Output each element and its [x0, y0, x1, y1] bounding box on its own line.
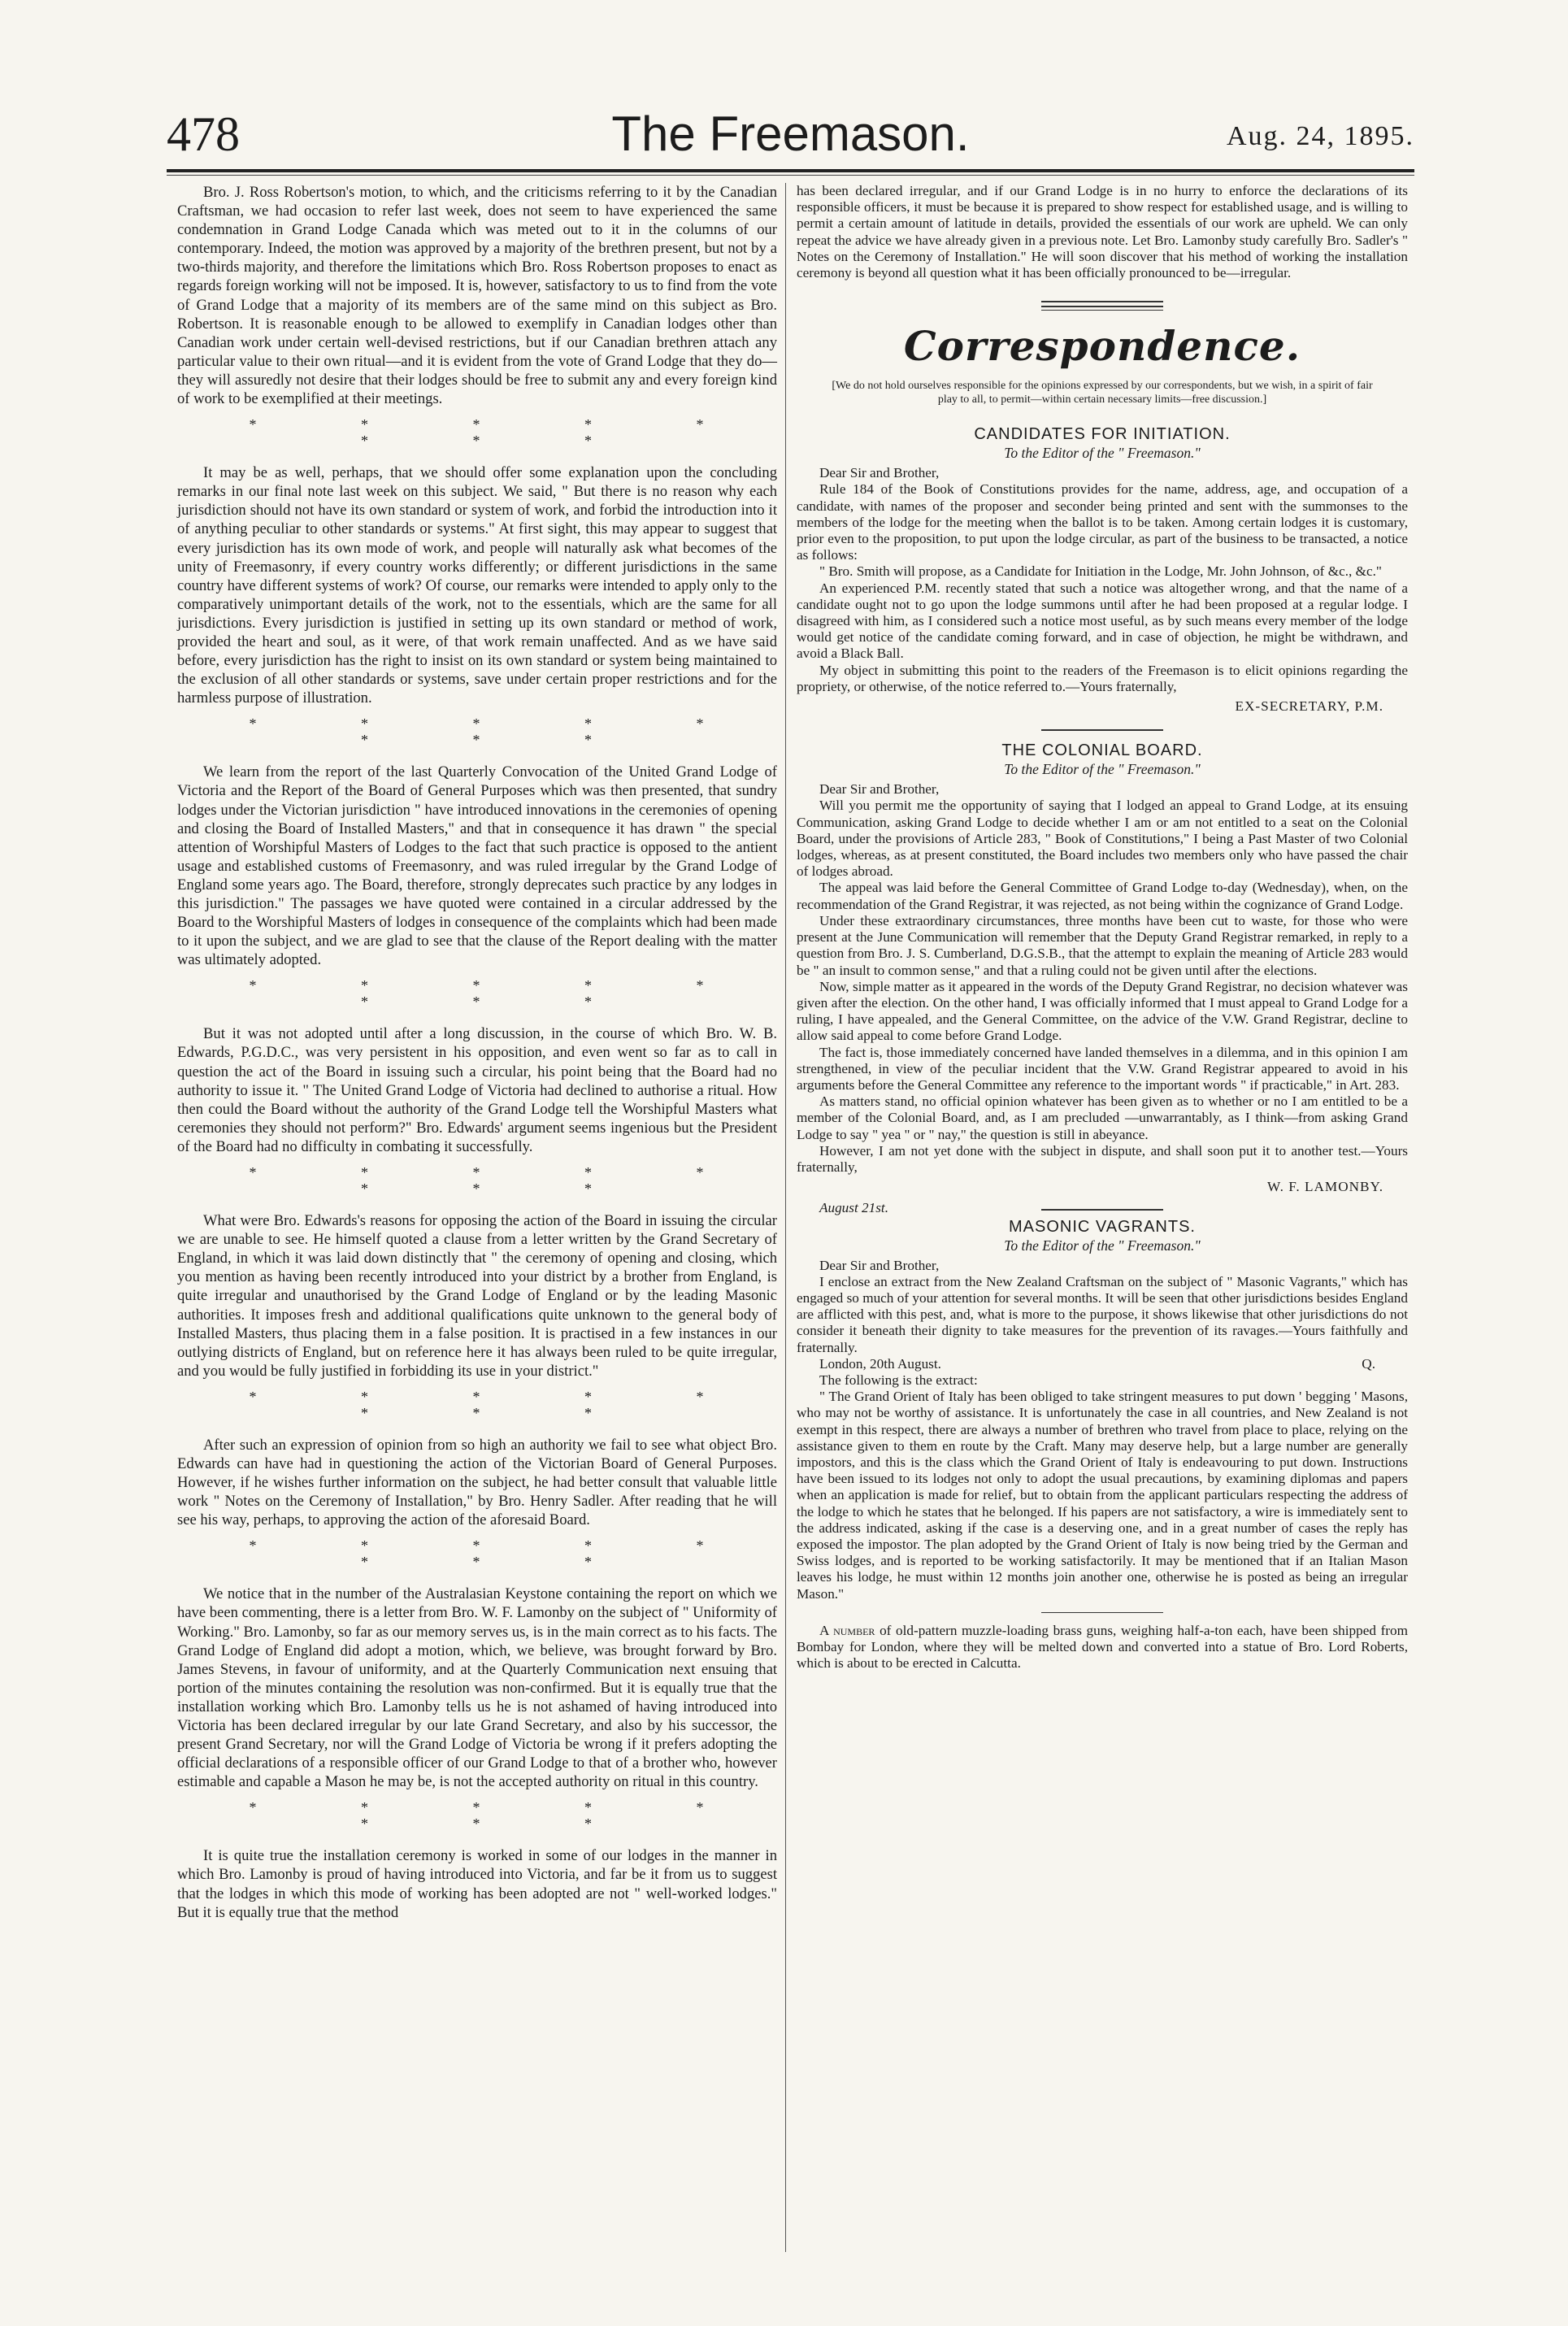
editorial-paragraph: We learn from the report of the last Quarterly Convocation of the United Grand Lodge of Victoria and the Report of the Board of General Purposes which was then presented, that sundry lodges under the Victorian jurisdiction " have introduced innovations in the ceremonies of opening and closing the Board of Installed Masters," and that in consequence it has drawn " the special attention of Worshipful Masters of Lodges to the fact that such practice is opposed to the antient usage and established customs of Freemasonry, and was ruled irregular by the Grand Lodge of England some years ago. The Board, therefore, strongly deprecates such practice by any lodges in this jurisdiction." The passages we have quoted were contained in a circular addressed by the Board to the Worshipful Masters of lodges in consequence of the complaints which had been made to it upon the subject, and we are glad to see that the clause of the Report dealing with the matter was ultimately adopted.: [177, 763, 777, 969]
letter-paragraph: Now, simple matter as it appeared in the words of the Deputy Grand Registrar, no decision whatever was given after the election. On the other hand, I was officially informed that I must appeal to Grand Lodge for a ruling, I have appealed, and the General Committee, on the advice of the V.W. Grand Registrar, decline to allow said appeal to come before Grand Lodge.: [797, 978, 1408, 1044]
letter-colonial-board: [797, 741, 1408, 1216]
letter-paragraph: My object in submitting this point to the readers of the Freemason is to elicit opinions regarding the propriety, or otherwise, of the notice referred to.—Yours fraternally,: [797, 662, 1408, 694]
editorial-paragraph: It may be as well, perhaps, that we should offer some explanation upon the concluding remarks in our final note last week on this subject. We said, " But there is no reason why each jurisdiction should not have its own standard or system of work, and forbid the introduction into it of anything peculiar to other standards or systems." At first sight, this may appear to suggest that every jurisdiction has its own mode of work, and people will naturally ask what becomes of the unity of Freemasonry, if every country works differently; or different jurisdictions in the same country have different systems of work? Of course, our remarks were intended to apply only to the comparatively unimportant details of the work, not to the essentials, which are the same for all jurisdictions. Every jurisdiction is justified in setting up its own standard or method of work, provided the heart and soul, as it were, of that work remain unaffected. And as we have said before, every jurisdiction has the right to insist on its own standard or system being maintained to the exclusion of all other standards or systems, save under certain proper restrictions and for the harmless purpose of illustration.: [177, 464, 777, 707]
letter-title: MASONIC VAGRANTS.: [1009, 1217, 1196, 1236]
letter-paragraph: Rule 184 of the Book of Constitutions provides for the name, address, age, and occupation of a candidate, with names of the proposer and seconder being printed and sent with the summonses to the members of the lodge for the meeting when the ballot is to be taken. Among certain lodges it is customary, prior even to the proposition, to put upon the lodge circular, as part of the business to be transacted, a notice as follows:: [797, 481, 1408, 563]
news-note-lead: A number: [819, 1622, 875, 1638]
letter-salutation: Dear Sir and Brother,: [819, 465, 940, 481]
letter-subtitle: To the Editor of the " Freemason.": [1004, 445, 1201, 462]
letter-paragraph: " Bro. Smith will propose, as a Candidate for Initiation in the Lodge, Mr. John Johnson, of &c., &c.": [819, 563, 1382, 580]
letter-paragraph: However, I am not yet done with the subject in dispute, and shall soon put it to another test.—Yours fraternally,: [797, 1142, 1408, 1175]
issue-date: Aug. 24, 1895.: [1226, 121, 1414, 151]
letter-paragraph: An experienced P.M. recently stated that such a notice was altogether wrong, and that the name of a candidate ought not to go upon the lodge summons until after he had been proposed at a regular lodge. I disagreed with him, as I considered such a notice most useful, as by such means every member of the lodge would get notice of the candidate coming forward, and in case of objection, he might be withdrawn, and avoid a Black Ball.: [797, 580, 1408, 662]
letter-paragraph: As matters stand, no official opinion whatever has been given as to whether or no I am entitled to be a member of the Colonial Board, and, as I am precluded —unwarrantably, as I think—from asking Grand Lodge to say " yea " or " nay," the question is still in abeyance.: [797, 1093, 1408, 1142]
editorial-paragraph: After such an expression of opinion from so high an authority we fail to see what object Bro. Edwards can have had in questioning the action of the Victorian Board of General Purposes. However, if he wishes further information on the subject, he had better consult that valuable little work " Notes on the Ceremony of Installation," by Bro. Henry Sadler. After reading that he will see his way, perhaps, to approving the action of the aforesaid Board.: [177, 1436, 777, 1529]
left-column: [177, 183, 777, 1922]
masthead-rule: [167, 169, 1414, 172]
news-note-text: of old-pattern muzzle-loading brass guns, weighing half-a-ton each, have been shipped from Bombay for London, where they will be melted down and converted into a statue of Bro. Lord Roberts, which is about to be erected in Calcutta.: [797, 1622, 1408, 1672]
letter-subtitle: To the Editor of the " Freemason.": [1004, 761, 1201, 778]
section-heading: Correspondence.: [903, 322, 1301, 371]
place-date-signature: [797, 1356, 1408, 1372]
letter-signature: Q.: [1362, 1355, 1375, 1372]
continued-paragraph: has been declared irregular, and if our Grand Lodge is in no hurry to enforce the declarations of its responsible officers, it must be because it is prepared to show respect for established usage, and is willing to permit a certain amount of latitude in details, provided the essentials of our work are upheld. We can only repeat the advice we have already given in a previous note. Let Bro. Lamonby study carefully Bro. Sadler's " Notes on the Ceremony of Installation." He will soon discover that his method of working the installation ceremony is beyond all question what it has been officially pronounced to be—irregular.: [797, 183, 1408, 281]
editorial-disclaimer: [We do not hold ourselves responsible for the opinions expressed by our correspondents, but we wish, in a spirit of fair play to all, to permit—within certain necessary limits—free discussion.]: [832, 380, 1373, 407]
note-rule: [1041, 1612, 1163, 1613]
masthead-rule-thin: [167, 175, 1414, 176]
column-divider: [785, 183, 786, 2252]
news-note: [797, 1623, 1408, 1672]
editorial-paragraph: Bro. J. Ross Robertson's motion, to which, and the criticisms referring to it by the Canadian Craftsman, we had occasion to refer last week, does not seem to have experienced the same condemnation in Grand Lodge Canada which was meted out to it in the columns of our contemporary. Indeed, the motion was approved by a majority of the brethren present, but not by a two-thirds majority, and therefore the limitations which Bro. Ross Robertson proposes to enact as regards foreign working will not be imposed. It is, however, satisfactory to us to find from the vote of Grand Lodge that a majority of its members are of the same mind on this subject as Bro. Robertson. It is reasonable enough to be allowed to exemplify in Canadian lodges other than Canadian work under certain well-devised restrictions, but if our Canadian brethren attach any particular value to their own ritual—and it is evident from the vote of Grand Lodge that they do—they will assuredly not desire that their lodges should be free to submit any and every foreign kind of work to be exemplified at their meetings.: [177, 184, 777, 408]
editorial-paragraph: What were Bro. Edwards's reasons for opposing the action of the Board in issuing the circular we are unable to see. He himself quoted a clause from a letter written by the Grand Secretary of England, in which it was laid down distinctly that " the ceremony of opening and closing, which you mention as having been recently introduced into your district by a brother from England, is quite irregular and unauthorised by the Grand Lodge of England or by the leading Masonic authorities. It imposes fresh and additional qualifications quite unknown to the general body of Installed Masters, thus placing them in a false position. It is practised in a few instances in our outlying districts of England, but on reference here it has always been ruled to be quite irregular, and you would be fully justified in forbidding its use in your district.": [177, 1212, 777, 1380]
section-separator: * * * * * * * *: [249, 1164, 754, 1198]
section-separator: * * * * * * * *: [249, 715, 754, 749]
section-separator: * * * * * * * *: [249, 1537, 754, 1571]
editorial-paragraph: But it was not adopted until after a long discussion, in the course of which Bro. W. B. Edwards, P.G.D.C., was very persistent in his opposition, and even went so far as to call in question the act of the Board in issuing such a circular, his point being that the Board had no authority to issue it. " The United Grand Lodge of Victoria had declined to authorise a ritual. How then could the Board without the authority of the Grand Lodge tell the Worshipful Masters what ceremonies they should not perform?" Bro. Edwards' argument seems ingenious but the President of the Board had no difficulty in combating it successfully.: [177, 1025, 777, 1155]
double-rule: [1041, 306, 1163, 311]
paper-title: The Freemason.: [611, 107, 970, 161]
letter-salutation: Dear Sir and Brother,: [819, 1257, 940, 1273]
letter-subtitle: To the Editor of the " Freemason.": [1004, 1237, 1201, 1254]
letter-masonic-vagrants: [797, 1217, 1408, 1602]
section-separator: * * * * * * * *: [249, 416, 754, 450]
letter-paragraph: Will you permit me the opportunity of saying that I lodged an appeal to Grand Lodge, at its ensuing Communication, asking Grand Lodge to decide whether I am or am not entitled to a seat on the Colonial Board, under the provisions of Article 283, " Book of Constitutions," I being a Past Master of two Colonial lodges, whereas, as at present constituted, the Board includes two members only who have passed the chair of lodges abroad.: [797, 798, 1408, 880]
right-column: [797, 183, 1408, 1672]
letter-candidates: [797, 424, 1408, 715]
masthead: [167, 106, 1414, 169]
letter-rule: [1041, 729, 1163, 731]
page-number: 478: [167, 107, 240, 161]
letter-paragraph: The appeal was laid before the General Committee of Grand Lodge to-day (Wednesday), when, on the recommendation of the Grand Registrar, it was rejected, as not being within the cognizance of Grand Lodge.: [797, 880, 1408, 912]
extract-quote: " The Grand Orient of Italy has been obliged to take stringent measures to put down ' begging ' Masons, who may not be worthy of assistance. It is unfortunately the case in all countries, and New Zealand is not exempt in this respect, there are always a number of brethren who travel from place to place, relying on the assistance given to them en route by the Craft. Many may deserve help, but a large number are generally impostors, and this is the class which the Grand Orient of Italy is endeavouring to put down. Instructions have been issued to its lodges not only to adopt the usual precautions, by examining diplomas and papers when an application is made for relief, but to obtain from the applicant particulars respecting the address of the lodge to which he states that he belonged. If his papers are not satisfactory, a wire is immediately sent to the address indicated, asking if the case is a deserving one, and in a great number of cases the reply has exposed the impostor. The plan adopted by the Grand Orient of Italy is now being tried by the German and Swiss lodges, and is reported to be working satisfactorily. It may be mentioned that if an Italian Mason leaves his lodge, he must within 12 months join another one, otherwise he is posted as being an irregular Mason.": [797, 1389, 1408, 1602]
letter-rule: [1041, 1209, 1163, 1211]
letter-signature: W. F. LAMONBY.: [1267, 1179, 1383, 1195]
letter-date: August 21st.: [819, 1200, 888, 1216]
extract-intro: The following is the extract:: [819, 1372, 978, 1388]
section-rule: [1041, 301, 1163, 302]
editorial-paragraph: We notice that in the number of the Australasian Keystone containing the report on which we have been commenting, there is a letter from Bro. W. F. Lamonby on the subject of " Uniformity of Working." Bro. Lamonby, so far as our memory serves us, is in the main correct as to his facts. The Grand Lodge of England did adopt a motion, which, we believe, was brought forward by Bro. James Stevens, in favour of uniformity, and at the Quarterly Communication next ensuing that portion of the minutes containing the resolution was non-confirmed. But it is equally true that the installation working which Bro. Lamonby tells us he is not ashamed of having introduced into Victoria has been declared irregular by our late Grand Secretary, and also by his successor, the present Grand Secretary, nor will the Grand Lodge of Victoria be wrong if it prefers adopting the official declarations of a responsible officer of our Grand Lodge to that of a brother who, however estimable and capable a Mason he may be, is not the accepted authority on ritual in this country.: [177, 1585, 777, 1791]
letter-title: THE COLONIAL BOARD.: [1001, 741, 1203, 760]
letter-paragraph: The fact is, those immediately concerned have landed themselves in a dilemma, and in this opinion I am strengthened, in view of the peculiar incident that the V.W. Grand Registrar appeared to avoid in his arguments before the General Committee any reference to the important words " if practicable," in Art. 283.: [797, 1044, 1408, 1093]
section-separator: * * * * * * * *: [249, 1388, 754, 1421]
section-separator: * * * * * * * *: [249, 1799, 754, 1833]
letter-paragraph: I enclose an extract from the New Zealand Craftsman on the subject of " Masonic Vagrants," which has engaged so much of your attention for several months. It will be seen that other jurisdictions besides England are afflicted with this pest, and, what is more to the purpose, it shows likewise that other jurisdictions do not consider it beneath their dignity to take measures for the prevention of its ravages.—Yours faithfully and fraternally.: [797, 1273, 1408, 1355]
section-separator: * * * * * * * *: [249, 977, 754, 1011]
letter-title: CANDIDATES FOR INITIATION.: [974, 425, 1231, 444]
letter-paragraph: Under these extraordinary circumstances, three months have been cut to waste, for those who were present at the June Communication will remember that the Deputy Grand Registrar remarked, in reply to a question from Bro. J. S. Cumberland, D.G.S.B., that the attempt to explain the meaning of Article 283 would be " an insult to common sense," and that a ruling could not be given until after the elections.: [797, 912, 1408, 978]
editorial-paragraph: It is quite true the installation ceremony is worked in some of our lodges in the manner in which Bro. Lamonby is proud of having introduced into Victoria, and far be it from us to suggest that the lodges in which this mode of working has been adopted are not " well-worked lodges." But it is equally true that the method: [177, 1847, 777, 1921]
letter-signature: EX-SECRETARY, P.M.: [1235, 698, 1383, 715]
letter-salutation: Dear Sir and Brother,: [819, 781, 940, 798]
letter-place-date: London, 20th August.: [819, 1355, 941, 1372]
